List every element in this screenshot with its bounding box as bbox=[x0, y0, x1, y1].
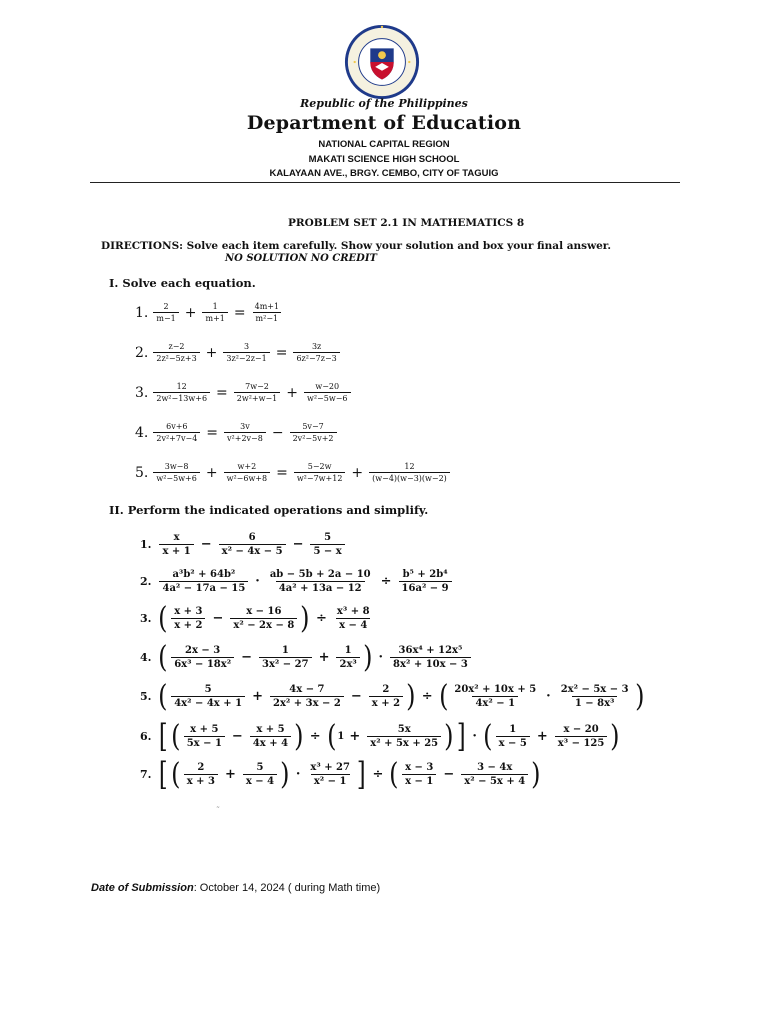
right-paren: ) bbox=[362, 640, 373, 675]
constant: 1 bbox=[337, 730, 345, 742]
left-paren: ( bbox=[326, 718, 337, 754]
deped-seal-icon bbox=[343, 23, 421, 101]
simplify-item-7 bbox=[140, 755, 542, 793]
fraction: $\frac{x}{x + 1}$ bbox=[159, 532, 193, 557]
operator: ÷ bbox=[372, 766, 384, 782]
right-bracket: ] bbox=[456, 717, 466, 755]
fraction: $\frac{12}{\text{2w²−13w+6}}$ bbox=[153, 382, 210, 403]
fraction: $\frac{\text{20x² + 10x + 5}}{\text{4x² − 1}}$ bbox=[454, 684, 537, 709]
left-paren: ( bbox=[158, 640, 169, 675]
operator: = bbox=[216, 384, 228, 401]
fraction: $\frac{x - 3}{x - 1}$ bbox=[402, 762, 436, 787]
school-line: MAKATI SCIENCE HIGH SCHOOL bbox=[308, 154, 460, 165]
problem-set-title: PROBLEM SET 2.1 IN MATHEMATICS 8 bbox=[288, 217, 525, 229]
fraction: $\frac{x - 20}{\text{x³ − 125}}$ bbox=[555, 724, 608, 749]
item-number: 2. bbox=[135, 344, 149, 361]
fraction: $\frac{\text{b⁵ + 2b⁴}}{\text{16a² − 9}}$ bbox=[399, 569, 452, 594]
operator: + bbox=[286, 384, 298, 401]
item-number: 1. bbox=[140, 538, 152, 551]
fraction: $\frac{x - 16}{\text{x² − 2x − 8}}$ bbox=[230, 606, 297, 631]
fraction: $\frac{2}{x + 3}$ bbox=[184, 762, 218, 787]
fraction: $\frac{3z}{\text{6z²−7z−3}}$ bbox=[293, 342, 339, 363]
fraction: $\frac{\text{36x⁴ + 12x⁵}}{\text{8x² + 10x − 3}}$ bbox=[390, 645, 471, 670]
simplify-item-2 bbox=[140, 569, 454, 594]
fraction: $\frac{\text{a³b² + 64b²}}{\text{4a² − 17a − 15}}$ bbox=[159, 569, 248, 594]
right-paren: ) bbox=[610, 718, 620, 754]
item-number: 3. bbox=[135, 384, 149, 401]
fraction: $\frac{3v}{\text{v²+2v−8}}$ bbox=[224, 422, 266, 443]
operator: · bbox=[255, 574, 260, 589]
fraction: $\frac{7w-2}{\text{2w²+w−1}}$ bbox=[234, 382, 281, 403]
republic-line: Republic of the Philippines bbox=[300, 97, 468, 110]
fraction: $\frac{ab - 5b + 2a - 10}{\text{4a² + 13a − 12}}$ bbox=[269, 569, 371, 594]
fraction: $\frac{x + 5}{4x + 4}$ bbox=[250, 724, 291, 749]
operator: − bbox=[271, 424, 284, 441]
equation-item-2 bbox=[135, 342, 342, 363]
operator: + bbox=[184, 304, 197, 321]
operator: = bbox=[275, 344, 288, 361]
section-1-heading: I. Solve each equation. bbox=[109, 276, 256, 290]
right-paren: ) bbox=[280, 756, 290, 792]
right-bracket: ] bbox=[356, 755, 366, 793]
operator: · bbox=[378, 650, 384, 665]
equation-item-1 bbox=[135, 302, 284, 323]
operator: ÷ bbox=[380, 574, 392, 589]
operator: − bbox=[212, 611, 224, 626]
left-paren: ( bbox=[483, 718, 493, 754]
operator: − bbox=[292, 537, 304, 552]
region-line: NATIONAL CAPITAL REGION bbox=[318, 139, 450, 150]
fraction: $\frac{5}{\text{4x² − 4x + 1}}$ bbox=[171, 684, 245, 709]
right-paren: ) bbox=[531, 756, 541, 792]
fraction: $\frac{1}{\text{3x² − 27}}$ bbox=[259, 645, 312, 670]
left-paren: ( bbox=[158, 679, 169, 714]
header-divider bbox=[90, 182, 680, 183]
simplify-item-3 bbox=[140, 601, 375, 636]
left-paren: ( bbox=[158, 601, 169, 636]
directions-text: DIRECTIONS: Solve each item carefully. Show your solution and box your final answer. bbox=[101, 240, 612, 252]
fraction: $\frac{5}{5 - x}$ bbox=[310, 532, 344, 557]
fraction: $\frac{x + 3}{x + 2}$ bbox=[171, 606, 205, 631]
left-paren: ( bbox=[438, 679, 449, 714]
section-2-heading: II. Perform the indicated operations and simplify. bbox=[109, 503, 429, 517]
equation-item-4 bbox=[135, 422, 339, 443]
fraction: $\frac{1}{m+1}$ bbox=[202, 302, 227, 323]
operator: · bbox=[295, 766, 301, 782]
fraction: $\frac{3 - 4x}{\text{x² − 5x + 4}}$ bbox=[461, 762, 528, 787]
operator: ÷ bbox=[421, 689, 433, 704]
item-number: 4. bbox=[140, 651, 152, 664]
left-paren: ( bbox=[171, 718, 181, 754]
operator: + bbox=[224, 766, 236, 782]
equation-item-3 bbox=[135, 382, 353, 403]
item-number: 5. bbox=[140, 690, 152, 703]
fraction: $\frac{5-2w}{\text{w²−7w+12}}$ bbox=[294, 462, 346, 483]
right-paren: ) bbox=[300, 601, 310, 636]
submission-value: : October 14, 2024 ( during Math time) bbox=[193, 882, 381, 894]
fraction: $\frac{\text{2x² − 5x − 3}}{\text{1 − 8x³}}$ bbox=[560, 684, 629, 709]
operator: + bbox=[349, 728, 361, 744]
item-number: 7. bbox=[140, 767, 152, 781]
operator: + bbox=[205, 464, 218, 481]
department-title: Department of Education bbox=[246, 112, 522, 134]
simplify-item-1 bbox=[140, 532, 347, 557]
fraction: $\frac{2x - 3}{\text{6x³ − 18x²}}$ bbox=[171, 645, 234, 670]
fraction: $\frac{6}{\text{x² − 4x − 5}}$ bbox=[219, 532, 286, 557]
left-bracket: [ bbox=[159, 717, 169, 755]
operator: − bbox=[350, 689, 362, 704]
operator: ÷ bbox=[316, 611, 327, 626]
item-number: 5. bbox=[135, 464, 149, 481]
operator: + bbox=[205, 344, 218, 361]
operator: + bbox=[351, 464, 364, 481]
operator: · bbox=[546, 689, 551, 704]
fraction: $\frac{w+2}{\text{w²−6w+8}}$ bbox=[224, 462, 271, 483]
operator: − bbox=[241, 650, 253, 665]
fraction: $\frac{5v-7}{\text{2v²−5v+2}}$ bbox=[290, 422, 337, 443]
fraction: $\frac{2}{m-1}$ bbox=[153, 302, 178, 323]
operator: + bbox=[252, 689, 263, 704]
simplify-item-6 bbox=[140, 717, 621, 755]
operator: · bbox=[472, 728, 477, 744]
fraction: $\frac{x + 5}{5x - 1}$ bbox=[184, 724, 225, 749]
item-number: 1. bbox=[135, 304, 149, 321]
item-number: 2. bbox=[140, 575, 152, 588]
fraction: $\frac{1}{x - 5}$ bbox=[496, 724, 530, 749]
fraction: $\frac{3}{\text{3z²−2z−1}}$ bbox=[223, 342, 269, 363]
submission-date bbox=[91, 882, 380, 894]
fraction: $\frac{4m+1}{\text{m²−1}}$ bbox=[252, 302, 282, 323]
item-number: 6. bbox=[140, 729, 152, 743]
fraction: $\frac{5}{x - 4}$ bbox=[243, 762, 277, 787]
operator: + bbox=[536, 728, 548, 744]
right-paren: ) bbox=[634, 679, 645, 714]
stray-mark: ˜ bbox=[216, 806, 220, 815]
fraction: $\frac{6v+6}{\text{2v²+7v−4}}$ bbox=[153, 422, 200, 443]
right-paren: ) bbox=[294, 718, 304, 754]
item-number: 3. bbox=[140, 612, 152, 625]
fraction: $\frac{z-2}{\text{2z²−5z+3}}$ bbox=[153, 342, 199, 363]
fraction: $\frac{5x}{\text{x² + 5x + 25}}$ bbox=[367, 724, 441, 749]
simplify-item-5 bbox=[140, 679, 645, 714]
no-solution-note: NO SOLUTION NO CREDIT bbox=[225, 253, 377, 264]
operator: − bbox=[200, 537, 212, 552]
fraction: $\frac{3w-8}{\text{w²−5w+6}}$ bbox=[153, 462, 200, 483]
operator: = bbox=[233, 304, 246, 321]
submission-label: Date of Submission bbox=[91, 882, 194, 894]
fraction: $\frac{w-20}{\text{w²−5w−6}}$ bbox=[304, 382, 351, 403]
equation-item-5 bbox=[135, 462, 452, 483]
operator: − bbox=[231, 728, 243, 744]
item-number: 4. bbox=[135, 424, 149, 441]
operator: = bbox=[206, 424, 219, 441]
left-paren: ( bbox=[171, 756, 181, 792]
fraction: $\frac{1}{\text{2x³}}$ bbox=[336, 645, 359, 670]
left-paren: ( bbox=[389, 756, 399, 792]
fraction: $\frac{4x - 7}{\text{2x² + 3x − 2}}$ bbox=[270, 684, 344, 709]
operator: + bbox=[318, 650, 330, 665]
operator: − bbox=[443, 766, 455, 782]
operator: = bbox=[276, 464, 288, 481]
right-paren: ) bbox=[444, 718, 454, 754]
fraction: $\frac{12}{(w-4)(w-3)(w-2)}$ bbox=[369, 462, 450, 483]
right-paren: ) bbox=[406, 679, 416, 714]
fraction: $\frac{2}{x + 2}$ bbox=[369, 684, 403, 709]
operator: ÷ bbox=[309, 728, 321, 744]
left-bracket: [ bbox=[159, 755, 169, 793]
address-line: KALAYAAN AVE., BRGY. CEMBO, CITY OF TAGUIG bbox=[269, 168, 499, 179]
simplify-item-4 bbox=[140, 640, 473, 675]
fraction: $\frac{\text{x³ + 8}}{x - 4}$ bbox=[336, 606, 370, 631]
fraction: $\frac{\text{x³ + 27}}{\text{x² − 1}}$ bbox=[310, 761, 350, 787]
